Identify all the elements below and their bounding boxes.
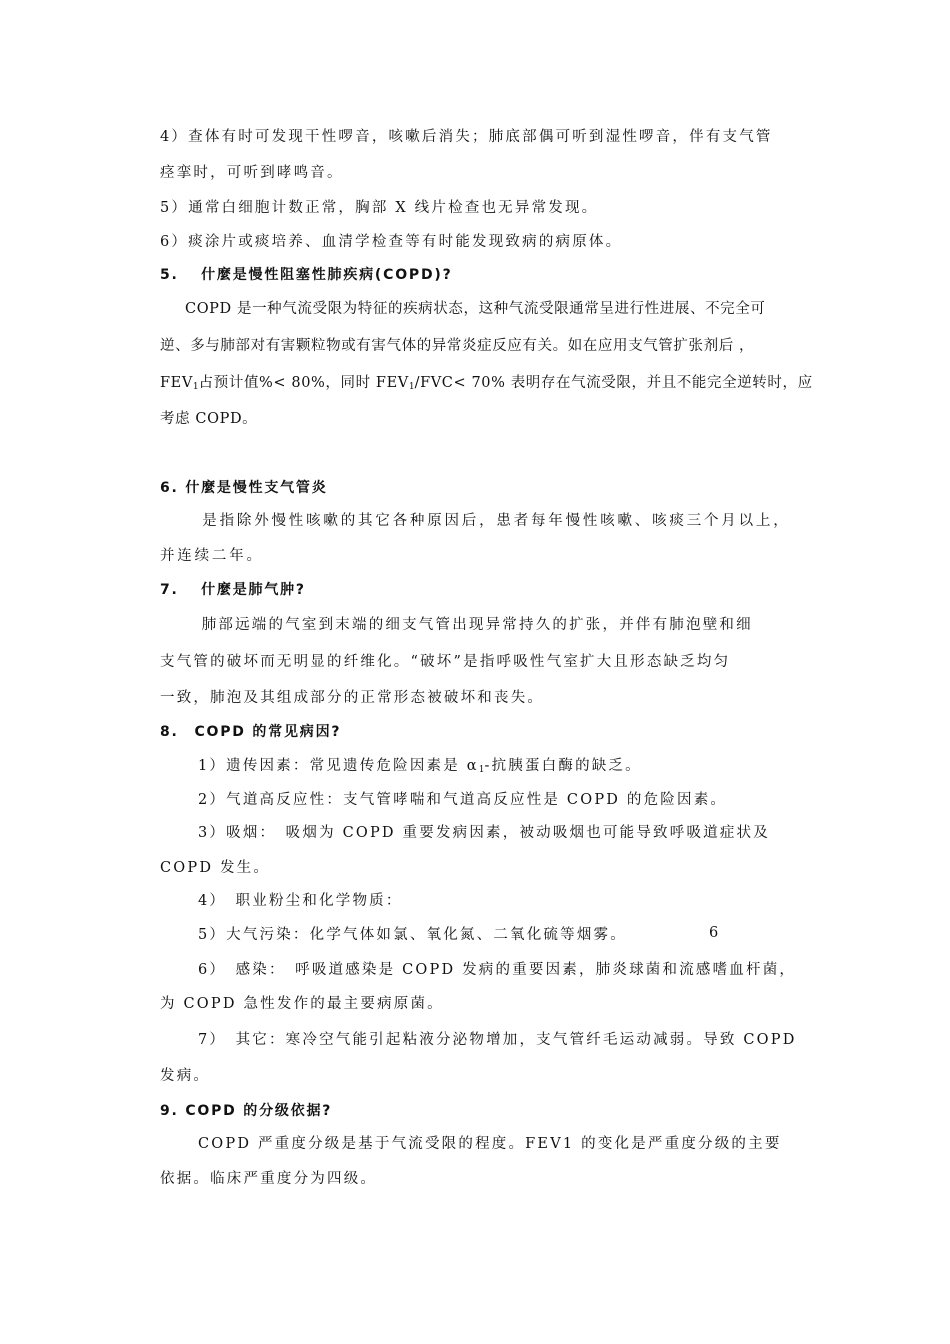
list-item: 1）遗传因素：常见遗传危险因素是 $\alpha_1-$抗胰蛋白酶的缺乏。 [198, 758, 642, 775]
text-line: COPD 严重度分级是基于气流受限的程度。FEV1 的变化是严重度分级的主要 [198, 1136, 782, 1152]
list-item: 4） 职业粉尘和化学物质： [198, 893, 403, 909]
text-line: $FEV_1$占预计值%< 80%，同时 $FEV_1/FVC< 70\%$ 表明存在气流受限，并且不能完全逆转时，应 [160, 375, 813, 392]
text-line: 4）查体有时可发现干性啰音，咳嗽后消失；肺底部偶可听到湿性啰音，伴有支气管 [160, 129, 773, 145]
text-line: 5）通常白细胞计数正常，胸部 X 线片检查也无异常发现。 [160, 200, 599, 216]
section-heading: 7. 什麼是肺气肿? [160, 582, 306, 598]
text-line: 依据。临床严重度分为四级。 [160, 1171, 378, 1187]
list-item: 7） 其它：寒冷空气能引起粘液分泌物增加，支气管纤毛运动减弱。导致 COPD [198, 1032, 797, 1048]
list-item: 为 COPD 急性发作的最主要病原菌。 [160, 996, 444, 1012]
list-item: COPD 发生。 [160, 860, 271, 876]
list-item: 2）气道高反应性：支气管哮喘和气道高反应性是 COPD 的危险因素。 [198, 792, 728, 808]
text-line: 并连续二年。 [160, 548, 264, 564]
text-line: COPD 是一种气流受限为特征的疾病状态，这种气流受限通常呈进行性进展、不完全可 [185, 301, 766, 317]
section-heading: 5. 什麼是慢性阻塞性肺疾病(COPD)? [160, 267, 453, 283]
section-heading: 9. COPD 的分级依据? [160, 1103, 333, 1119]
text-line: 逆、多与肺部对有害颗粒物或有害气体的异常炎症反应有关。如在应用支气管扩张剂后 ， [160, 338, 755, 354]
list-item: 发病。 [160, 1068, 211, 1084]
text-line: 6）痰涂片或痰培养、血清学检查等有时能发现致病的病原体。 [160, 234, 623, 250]
text-line: 考虑 COPD。 [160, 411, 258, 427]
section-heading: 8. COPD 的常见病因? [160, 724, 342, 740]
list-item: 3）吸烟： 吸烟为 COPD 重要发病因素，被动吸烟也可能导致呼吸道症状及 [198, 825, 770, 841]
text-line: 肺部远端的气室到末端的细支气管出现异常持久的扩张，并伴有肺泡壁和细 [185, 617, 753, 633]
list-item: 6） 感染： 呼吸道感染是 COPD 发病的重要因素，肺炎球菌和流感嗜血杆菌， [198, 962, 797, 978]
page-number: 6 [709, 925, 719, 941]
text-line: 支气管的破坏而无明显的纤维化。“破坏”是指呼吸性气室扩大且形态缺乏均匀 [160, 654, 731, 670]
section-heading: 6. 什麼是慢性支气管炎 [160, 480, 328, 496]
list-item: 5）大气污染：化学气体如氯、氧化氮、二氧化硫等烟雾。 [198, 927, 627, 943]
text-line: 是指除外慢性咳嗽的其它各种原因后，患者每年慢性咳嗽、咳痰三个月以上， [185, 513, 791, 529]
text-line: 痉挛时，可听到哮鸣音。 [160, 165, 344, 181]
text-line: 一致，肺泡及其组成部分的正常形态被破坏和丧失。 [160, 690, 545, 706]
